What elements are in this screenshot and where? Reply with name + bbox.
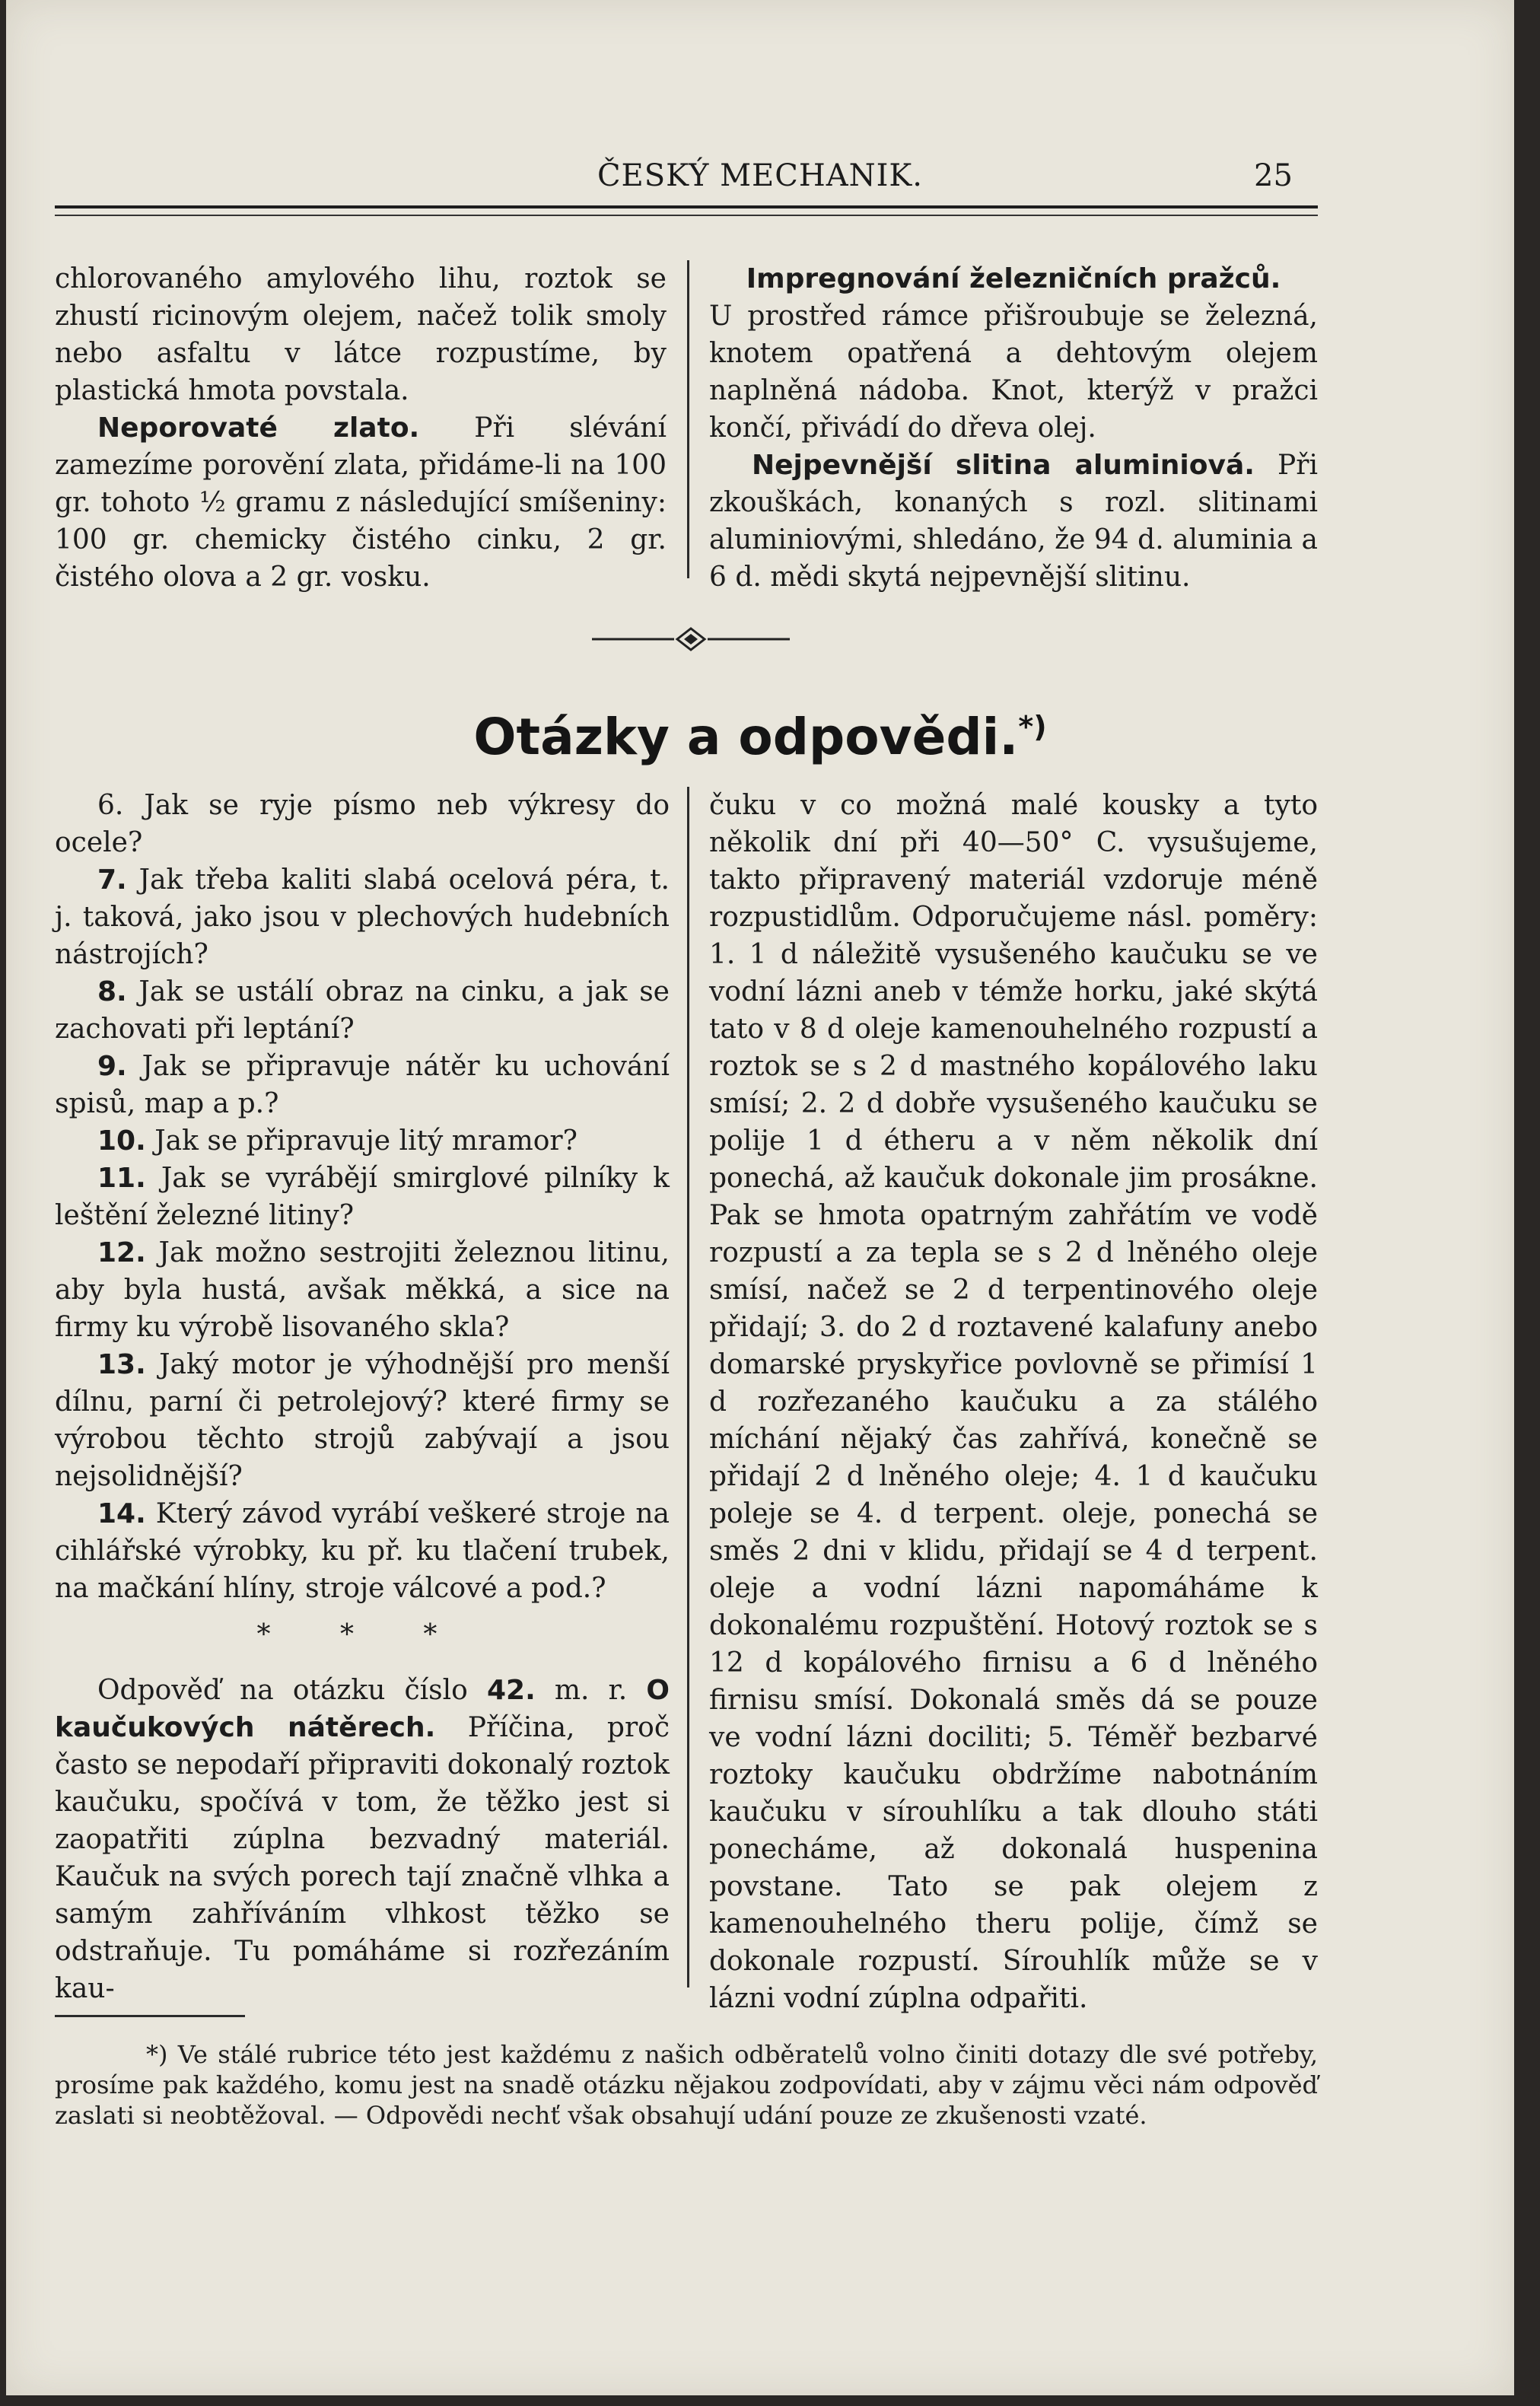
bottom-left-column bbox=[55, 787, 670, 2007]
section-heading bbox=[6, 708, 1514, 766]
answer-text-left: Příčina, proč často se nepodaří připraviti dokonalý roztok kaučuku, spočívá v tom, že těžko jest si zaopatřiti zúplna bezvadný materiál. Kaučuk na svých porech tají značně vlhka a samým zahříváním vlhkost těžko se odstraňuje. Tu pomáháme si rozřezáním kau- bbox=[55, 1712, 670, 2004]
question-text: Jak třeba kaliti slabá ocelová péra, t. j. taková, jako jsou v plechových hudebních nástrojích? bbox=[55, 864, 670, 970]
question-text: Jaký motor je výhodnější pro menší dílnu, parní či petrolejový? které firmy se výrobou těchto strojů zabývají a jsou nejsolidnější? bbox=[55, 1349, 670, 1492]
answer-intro bbox=[55, 1672, 670, 2007]
bottom-right-column bbox=[709, 787, 1318, 2017]
answer-intro-text: Odpověď na otázku číslo bbox=[97, 1675, 468, 1706]
question-number: 6. bbox=[97, 790, 124, 821]
paragraph-slitina bbox=[709, 447, 1318, 596]
question-item bbox=[55, 787, 670, 861]
question-text: Jak se připravuje nátěr ku uchování spisů, map a p.? bbox=[55, 1051, 670, 1119]
heading-nejpevnejsi-slitina: Nejpevnější slitina aluminiová. bbox=[752, 450, 1255, 481]
question-number: 14. bbox=[97, 1498, 146, 1529]
question-number: 13. bbox=[97, 1349, 146, 1380]
ornament-divider bbox=[592, 624, 790, 654]
page-number: 25 bbox=[1254, 158, 1293, 193]
question-text: Jak se vyrábějí smirglové pilníky k leštění železné litiny? bbox=[55, 1163, 670, 1231]
question-number: 9. bbox=[97, 1051, 127, 1082]
top-right-column bbox=[709, 260, 1318, 596]
question-number: 7. bbox=[97, 864, 127, 896]
question-item bbox=[55, 861, 670, 973]
section-heading-text: Otázky a odpovědi. bbox=[473, 708, 1019, 766]
question-item bbox=[55, 1160, 670, 1234]
question-text: Jak možno sestrojiti železnou litinu, aby byla hustá, avšak měkká, a sice na firmy ku výrobě lisovaného skla? bbox=[55, 1237, 670, 1343]
page bbox=[6, 0, 1514, 2395]
heading-impregnovani: Impregnování železničních pražců. bbox=[746, 263, 1281, 294]
question-number: 10. bbox=[97, 1125, 146, 1157]
question-text: Jak se ustálí obraz na cinku, a jak se zachovati při leptání? bbox=[55, 976, 670, 1045]
paragraph-amyl: chlorovaného amylového lihu, roztok se zhustí ricinovým olejem, načež tolik smoly nebo asfaltu v látce rozpustíme, by plastická hmota povstala. bbox=[55, 263, 667, 406]
footnote-text: *) Ve stálé rubrice této jest každému z našich odběratelů volno činiti dotazy dle své potřeby, prosíme pak každého, komu jest na snadě otázku nějakou zodpovídati, aby v zájmu věci nám odpověď zaslati si neobtěžoval. — Odpovědi nechť však obsahují udání pouze ze zkušenosti vzaté. bbox=[55, 2040, 1318, 2130]
footnote-rule bbox=[55, 2015, 245, 2017]
question-number: 12. bbox=[97, 1237, 146, 1268]
answer-question-number: 42. bbox=[486, 1675, 536, 1706]
question-text: Jak se ryje písmo neb výkresy do ocele? bbox=[55, 790, 670, 858]
footnote-mark: *) bbox=[1018, 710, 1047, 743]
header-rule bbox=[55, 205, 1318, 208]
question-text: Jak se připravuje litý mramor? bbox=[154, 1125, 578, 1157]
header-rule-thin bbox=[55, 215, 1318, 216]
heading-neporovate-zlato: Neporovaté zlato. bbox=[97, 412, 420, 444]
question-item bbox=[55, 1234, 670, 1346]
column-divider-top bbox=[687, 260, 689, 578]
question-item bbox=[55, 1048, 670, 1122]
question-item bbox=[55, 973, 670, 1048]
paragraph-gold bbox=[55, 409, 667, 596]
questions-list bbox=[55, 787, 670, 1607]
paragraph-slitina-text: Při zkouškách, konaných s rozl. slitinami aluminiovými, shledáno, že 94 d. aluminia a 6 d. mědi skytá nejpevnější slitinu. bbox=[709, 450, 1318, 593]
running-header-title: ČESKÝ MECHANIK. bbox=[597, 158, 924, 193]
top-left-column bbox=[55, 260, 667, 596]
column-divider-bottom bbox=[687, 787, 689, 1987]
answer-ref: m. r. bbox=[554, 1675, 628, 1706]
question-item bbox=[55, 1346, 670, 1495]
answer-text-right: čuku v co možná malé kousky a tyto několik dní při 40—50° C. vysušujeme, takto připravený materiál vzdoruje méně rozpustidlům. Odporučujeme násl. poměry: 1. 1 d náležitě vysušeného kaučuku se ve vodní lázni aneb v témže horku, jaké skýtá tato v 8 d oleje kamenouhelného rozpustí a roztok se s 2 d mastného kopálového laku smísí; 2. 2 d dobře vysušeného kaučuku se polije 1 d étheru a v něm několik dní ponechá, až kaučuk dokonale jim prosákne. Pak se hmota opatrným zahřátím ve vodě rozpustí a za tepla se s 2 d lněného oleje smísí, načež se 2 d terpentinového oleje přidají; 3. do 2 d roztavené kalafuny anebo domarské pryskyřice povlovně se přimísí 1 d rozřezaného kaučuku a za stálého míchání nějaký čas zahřívá, konečně se přidají 2 d lněného oleje; 4. 1 d kaučuku poleje se 4. d terpent. oleje, ponechá se směs 2 dni v klidu, přidají se 4 d terpent. oleje a vodní lázni napomáháme k dokonalému rozpuštění. Hotový roztok se s 12 d kopálového firnisu a 6 d lněného firnisu smísí. Dokonalá směs dá se pouze ve vodní lázni dociliti; 5. Téměř bezbarvé roztoky kaučuku obdržíme nabotnáním kaučuku v sírouhlíku a tak dlouho státi ponecháme, až dokonalá huspenina povstane. Tato se pak olejem z kamenouhelného theru polije, čímž se dokonale rozpustí. Sírouhlík může se v lázni vodní zúplna odpařiti. bbox=[709, 790, 1318, 2014]
question-item bbox=[55, 1495, 670, 1607]
paragraph-gold-text: Při slévání zamezíme porovění zlata, přidáme-li na 100 gr. tohoto ½ gramu z následující smíšeniny: 100 gr. chemicky čistého cinku, 2 gr. čistého olova a 2 gr. vosku. bbox=[55, 412, 667, 593]
answer-heading: O kaučukových nátěrech. bbox=[55, 1675, 670, 1743]
question-number: 11. bbox=[97, 1163, 146, 1194]
section-stars: * * * bbox=[256, 1619, 468, 1650]
paragraph-impregnovani: U prostřed rámce přišroubuje se železná, knotem opatřená a dehtovým olejem naplněná nádoba. Knot, kterýž v pražci končí, přivádí do dřeva olej. bbox=[709, 301, 1318, 444]
question-text: Který závod vyrábí veškeré stroje na cihlářské výrobky, ku př. ku tlačení trubek, na mačkání hlíny, stroje válcové a pod.? bbox=[55, 1498, 670, 1604]
question-item bbox=[55, 1122, 670, 1160]
question-number: 8. bbox=[97, 976, 127, 1007]
footnote bbox=[55, 2039, 1318, 2131]
